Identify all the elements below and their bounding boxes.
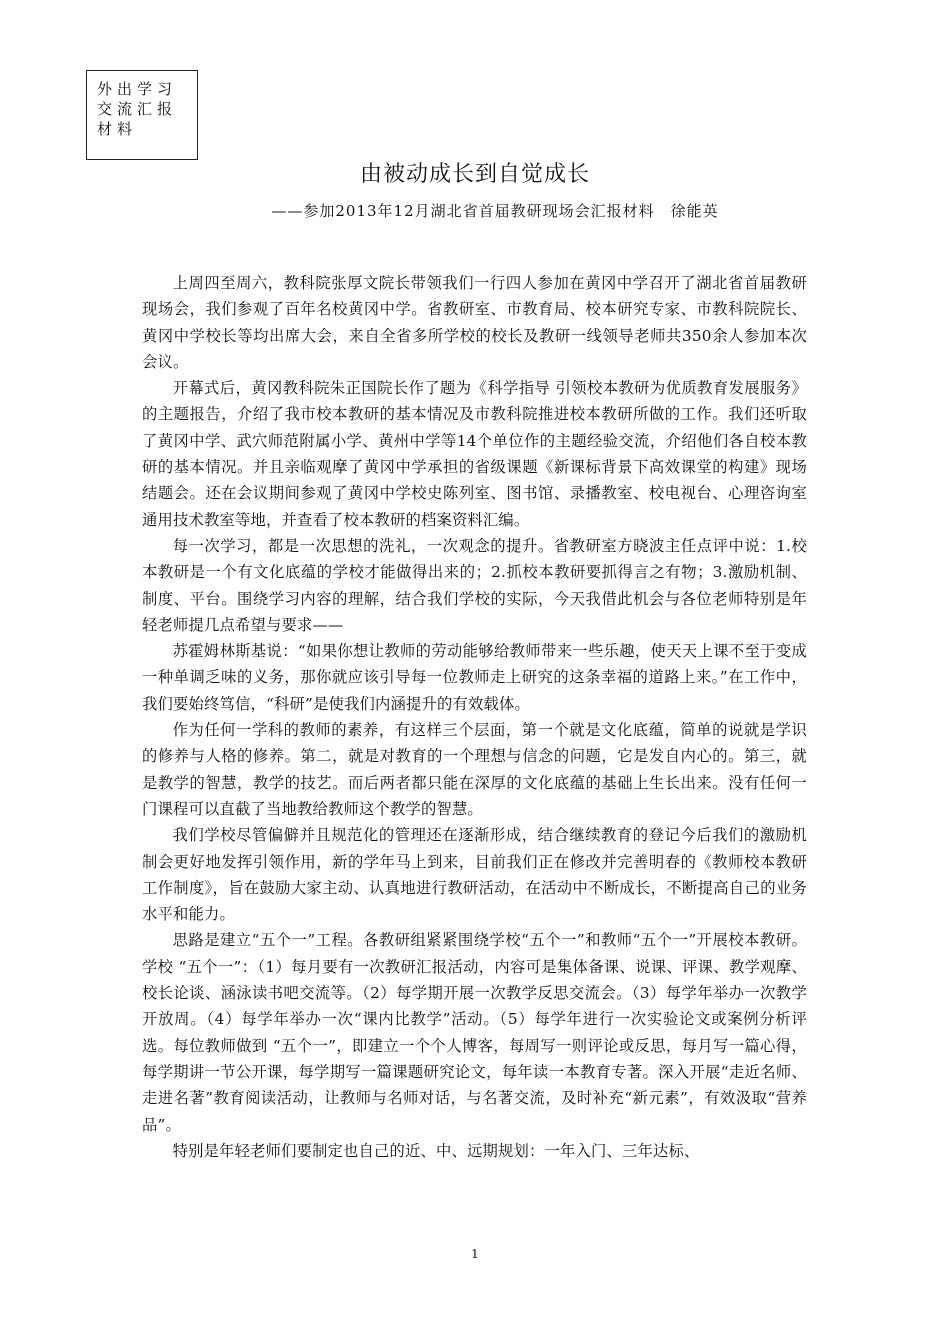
body-paragraph: 作为任何一学科的教师的素养，有这样三个层面，第一个就是文化底蕴，简单的说就是学识的修养与人格的修养。第二，就是对教育的一个理想与信念的问题，它是发自内心的。第三，就是教学的智慧，教学的技艺。而后两者都只能在深厚的文化底蕴的基础上生长出来。没有任何一门课程可以直截了当地教给教师这个教学的智慧。 [142, 721, 807, 818]
body-paragraph: 我们学校尽管偏僻并且规范化的管理还在逐渐形成，结合继续教育的登记今后我们的激励机制会更好地发挥引领作用，新的学年马上到来，目前我们正在修改并完善明春的《教师校本教研工作制度》，旨在鼓励大家主动、认真地进行教研活动，在活动中不断成长，不断提高自己的业务水平和能力。 [142, 826, 807, 924]
body-paragraph: 上周四至周六，教科院张厚文院长带领我们一行四人参加在黄冈中学召开了湖北省首届教研现场会，我们参观了百年名校黄冈中学。省教研室、市教育局、校本研究专家、市教科院院长、黄冈中学校长等均出席大会，来自全省多所学校的校长及教研一线领导老师共350余人参加本次会议。 [142, 274, 807, 371]
body-paragraph: 苏霍姆林斯基说：“如果你想让教师的劳动能够给教师带来一些乐趣，使天天上课不至于变成一种单调乏味的义务，那你就应该引导每一位教师走上研究的这条幸福的道路上来。”在工作中，我们要始终笃信，“科研”是使我们内涵提升的有效载体。 [142, 642, 807, 713]
document-title: 由被动成长到自觉成长 [359, 162, 590, 187]
body-paragraph: 开幕式后，黄冈教科院朱正国院长作了题为《科学指导 引领校本教研为优质教育发展服务》的主题报告，介绍了我市校本教研的基本情况及市教科院推进校本教研所做的工作。我们还听取了黄冈中学、武穴师范附属小学、黄州中学等14个单位作的主题经验交流，介绍他们各自校本教研的基本情况。并且亲临观摩了黄冈中学承担的省级课题《新课标背景下高效课堂的构建》现场结题会。还在会议期间参观了黄冈中学校史陈列室、图书馆、录播教室、校电视台、心理咨询室通用技术教室等地，并查看了校本教研的档案资料汇编。 [142, 379, 807, 529]
body-paragraph: 特别是年轻老师们要制定也自己的近、中、远期规划：一年入门、三年达标、 [172, 1141, 700, 1160]
document-tag-text: 外出学习交流汇报材料 [97, 80, 178, 138]
body-paragraph: 思路是建立“五个一”工程。各教研组紧紧围绕学校“五个一”和教师“五个一”开展校本教研。学校 “五个一”：（1）每月要有一次教研汇报活动，内容可是集体备课、说课、评课、教学观摩、校长论谈、涵泳读书吧交流等。（2）每学期开展一次教学反思交流会。（3）每学年举办一次教学开放周。（4）每学年举办一次“课内比教学”活动。（5）每学年进行一次实验论文或案例分析评选。每位教师做到 “五个一”，即建立一个个人博客，每周写一则评论或反思，每月写一篇心得，每学期讲一节公开课，每学期写一篇课题研究论文，每年读一本教育专著。深入开展“走近名师、走进名著”教育阅读活动，让教师与名师对话，与名著交流，及时补充“新元素”，有效汲取“营养品”。 [142, 931, 807, 1134]
page-number: 1 [471, 1247, 479, 1261]
document-body [142, 270, 807, 1164]
document-tag-box [86, 70, 198, 160]
document-subtitle: ——参加2013年12月湖北省首届教研现场会汇报材料 徐能英 [271, 202, 719, 220]
body-paragraph: 每一次学习，都是一次思想的洗礼，一次观念的提升。省教研室方晓波主任点评中说：1.校本教研是一个有文化底蕴的学校才能做得出来的；2.抓校本教研要抓得言之有物；3.激励机制、制度、平台。围绕学习内容的理解，结合我们学校的实际，今天我借此机会与各位老师特别是年轻老师提几点希望与要求—— [142, 536, 807, 634]
